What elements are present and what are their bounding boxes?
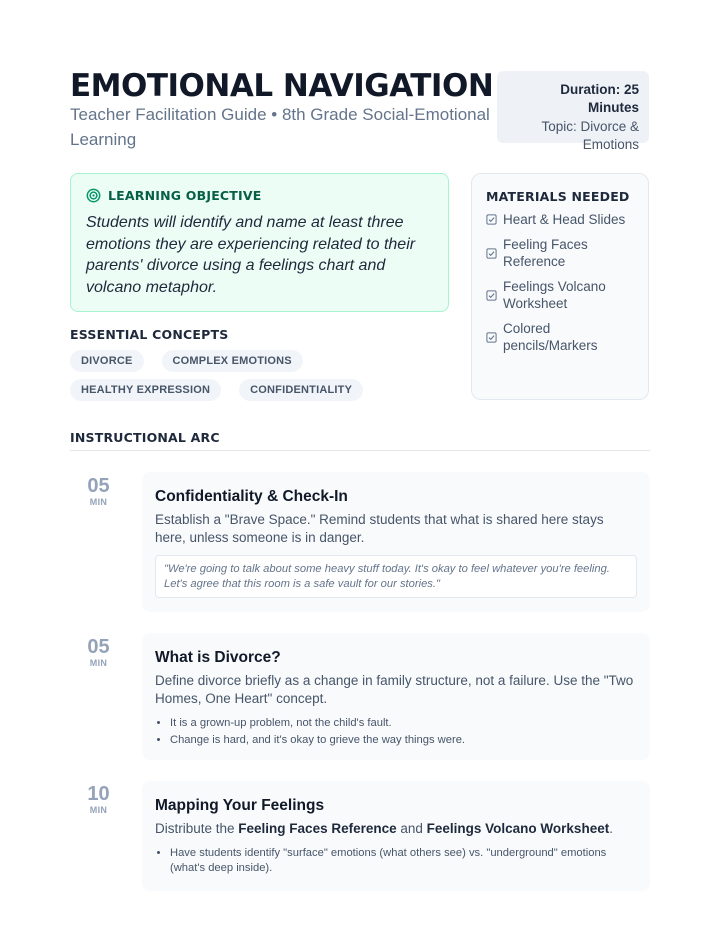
bullet-item: • It is a grown-up problem, not the child's fault.	[170, 716, 637, 731]
materials-item	[486, 211, 634, 229]
arc-label: INSTRUCTIONAL ARC	[70, 430, 220, 445]
step-duration	[70, 636, 127, 668]
bullet-item: • Have students identify "surface" emotions (what others see) vs. "underground" emotions (what's deep inside).	[170, 846, 637, 875]
step-card	[142, 633, 650, 760]
target-icon	[86, 188, 101, 203]
materials-item-label: Feelings Volcano Worksheet	[503, 278, 606, 311]
page-title: EMOTIONAL NAVIGATION	[70, 68, 494, 104]
materials-item	[486, 320, 634, 355]
step-duration	[70, 475, 127, 507]
learning-objective-box	[70, 173, 449, 312]
step-card	[142, 472, 650, 612]
step-minutes: 05	[87, 475, 110, 497]
step-body: Establish a "Brave Space." Remind students that what is shared here stays here, unless someone is in danger.	[155, 512, 604, 545]
materials-item	[486, 236, 634, 271]
step-title: Mapping Your Feelings	[155, 797, 325, 814]
step-unit: MIN	[89, 497, 108, 507]
materials-box	[471, 173, 649, 400]
materials-item-label: Heart & Head Slides	[503, 212, 626, 227]
step-body: Define divorce briefly as a change in family structure, not a failure. Use the "Two Homes, One Heart" concept.	[155, 673, 634, 706]
materials-label: MATERIALS NEEDED	[486, 189, 630, 204]
step-title: What is Divorce?	[155, 649, 281, 666]
step-quote: "We're going to talk about some heavy stuff today. It's okay to feel whatever you're feeling. Let's agree that this room is a safe vault for our stories."	[155, 555, 637, 598]
objective-text: Students will identify and name at least three emotions they are experiencing related to their parents' divorce using a feelings chart and volcano metaphor.	[86, 214, 416, 296]
objective-label: LEARNING OBJECTIVE	[108, 188, 262, 203]
checkbox-icon	[486, 248, 497, 259]
duration-text: Duration: 25 Minutes	[560, 82, 639, 115]
topic-text: Topic: Divorce & Emotions	[541, 119, 639, 152]
checkbox-icon	[486, 332, 497, 343]
objective-header	[86, 188, 433, 203]
step-minutes: 10	[87, 783, 110, 805]
concept-chip: CONFIDENTIALITY	[239, 379, 363, 401]
step-title: Confidentiality & Check-In	[155, 488, 348, 505]
step-unit: MIN	[89, 658, 108, 668]
concept-chips	[70, 350, 450, 401]
concepts-label: ESSENTIAL CONCEPTS	[70, 327, 229, 342]
material-ref: Feelings Volcano Worksheet	[426, 821, 610, 836]
lesson-meta-box	[497, 71, 649, 152]
concept-chip: DIVORCE	[70, 350, 144, 372]
bullet-item: • Change is hard, and it's okay to grieve the way things were.	[170, 733, 637, 748]
step-unit: MIN	[89, 805, 108, 815]
step-bullets	[155, 846, 637, 875]
checkbox-icon	[486, 214, 497, 225]
material-ref: Feeling Faces Reference	[238, 821, 397, 836]
checkbox-icon	[486, 290, 497, 301]
step-minutes: 05	[87, 636, 110, 658]
concept-chip: HEALTHY EXPRESSION	[70, 379, 221, 401]
step-body: Distribute the Feeling Faces Reference and Feelings Volcano Worksheet.	[155, 821, 613, 836]
concept-chip: COMPLEX EMOTIONS	[162, 350, 303, 372]
divider	[70, 450, 650, 451]
materials-item	[486, 278, 634, 313]
step-duration	[70, 783, 127, 815]
step-bullets	[155, 716, 637, 747]
materials-item-label: Colored pencils/Markers	[503, 320, 598, 353]
step-card	[142, 781, 650, 891]
materials-item-label: Feeling Faces Reference	[503, 236, 588, 269]
materials-list	[486, 211, 634, 355]
page-subtitle: Teacher Facilitation Guide • 8th Grade Social-Emotional Learning	[70, 105, 490, 149]
